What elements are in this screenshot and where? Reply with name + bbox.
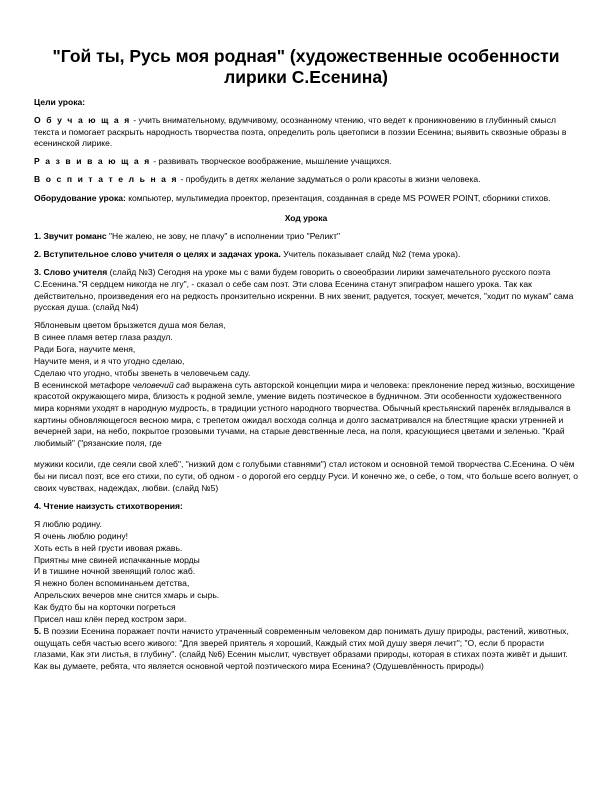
step-5 — [34, 626, 578, 672]
goal-educating — [34, 174, 578, 186]
step-2-text: Учитель показывает слайд №2 (тема урока). — [280, 249, 461, 260]
step-5-text: В поэзии Есенина поражает почти начисто утраченный современным человеком дар понимать душу природы, растений, животных, ощущать себя частью всего живого: "Для зверей приятель я хороший, Каждый стих мой душу зверя лечит"; "О, если б прорасти глазами, Как эти листья, в глубину". (слайд №6) Есенин мыслит, чувствует образами природы, которая в стихах поэта живёт и дышит. Как вы думаете, ребята, что является основной чертой поэтического мира Есенина? (Одушевлённость природы) — [34, 625, 569, 671]
metaphor-italic: человечий сад — [132, 379, 190, 390]
equipment-label: Оборудование урока: — [34, 192, 126, 203]
poem-1-line: Научите меня, и я что угодно сделаю, — [34, 356, 185, 367]
goal-educating-text: - пробудить в детях желание задуматься о роли красоты в жизни человека. — [178, 174, 481, 185]
goal-developing-label: Р а з в и в а ю щ а я — [34, 156, 151, 167]
lesson-heading: Ход урока — [284, 213, 328, 224]
goal-teaching-text: - учить внимательному, вдумчивому, осознанному чтению, что ведет к проникновению в глубинный смысл текста и помогает раскрыть народность творчества поэта, определить роль цветописи в поэзии Есенина; выявить сквозные образы в есенинской лирике. — [34, 115, 567, 149]
step-1 — [34, 231, 578, 243]
goal-developing — [34, 156, 578, 168]
page-title: "Гой ты, Русь моя родная" (художественные особенности лирики С.Есенина) — [52, 46, 560, 87]
step-4 — [34, 501, 578, 513]
poem-1-line: В синее пламя ветер глаза раздул. — [34, 332, 173, 343]
poem-2 — [34, 519, 578, 626]
step-2 — [34, 249, 578, 261]
poem-1-line: Сделаю что угодно, чтобы звенеть в человечьем саду. — [34, 367, 251, 378]
poem-2-line: Я нежно болен вспоминаньем детства, — [34, 578, 190, 589]
step-3 — [34, 267, 578, 313]
poem-2-line: И в тишине ночной звенящий голос жаб. — [34, 566, 196, 577]
poem-1-line: Ради Бога, научите меня, — [34, 344, 136, 355]
step-4-label: 4. Чтение наизусть стихотворения: — [34, 500, 183, 511]
goal-developing-text: - развивать творческое воображение, мышление учащихся. — [150, 156, 392, 167]
poem-2-line: Апрельских вечеров мне снится хмарь и сырь. — [34, 590, 220, 601]
step-3-label: 3. Слово учителя — [34, 267, 108, 278]
equipment-paragraph — [34, 193, 578, 205]
goal-educating-label: В о с п и т а т е л ь н а я — [34, 174, 179, 185]
document-page — [34, 46, 578, 672]
goals-heading: Цели урока: — [34, 97, 86, 107]
poem-2-line: Приятны мне свиней испачканные морды — [34, 554, 200, 565]
metaphor-paragraph: В есенинской метафоре человечий сад выражена суть авторской концепции мира и человека: преклонение перед жизнью, восхищение красотой окружающего мира, близость к родной земле, умение видеть поэтическое в будничном. Эти особенности художественного мира корнями уходят в народную мудрость, в традиции устного народного творчества. Обычный крестьянский паренёк вглядывался в картины обновляющегося весною мира, с трепетом ожидал восхода солнца и долго засматривался на блестящие краски утренней и вечерней зари, на небо, покрытое грозовыми тучами, на старые девственные леса, на поля, красующиеся цветами и зеленью. "Край любимый" ("рязанские поля, где — [34, 379, 575, 448]
step-1-label: 1. Звучит романс — [34, 231, 107, 242]
poem-2-line: Присел наш клён перед костром зари. — [34, 614, 187, 625]
poem-2-line: Хоть есть в ней грусти ивовая ржавь. — [34, 542, 183, 553]
step-1-text: "Не жалею, не зову, не плачу" в исполнении трио "Реликт" — [106, 231, 341, 242]
goal-teaching-label: О б у ч а ю щ а я — [34, 115, 131, 126]
poem-1-line: Яблоневым цветом брызжется душа моя белая, — [34, 320, 226, 331]
step-2-label: 2. Вступительное слово учителя о целях и задачах урока. — [34, 249, 281, 260]
equipment-text: компьютер, мультимедиа проектор, презентация, созданная в среде MS POWER POINT, сборники стихов. — [125, 192, 551, 203]
goal-teaching — [34, 115, 578, 150]
poem-2-line: Как будто бы на корточки погреться — [34, 602, 176, 613]
step-3-text: (слайд №3) Сегодня на уроке мы с вами будем говорить о своеобразии лирики замечательного русского поэта С.Есенина."Я сердцем никогда не лгу", - сказал о себе сам поэт. Эти слова Есенина станут эпиграфом нашего урока. Так как действительно, произведения его на редкость пронзительно искренни. В них звенит, радуется, тоскует, мечется, "ходит по мукам" сама русская душа. (слайд №4) — [34, 267, 574, 313]
poem-2-line: Я люблю родину. — [34, 518, 102, 529]
poem-1 — [34, 320, 578, 380]
peasants-paragraph: мужики косили, где сеяли свой хлеб", "низкий дом с голубыми ставнями") стал истоком и основной темой творчества С.Есенина. О чём бы ни писал поэт, все его стихи, по сути, об одном - о дорогой его сердцу Руси. И конечно же, о себе, о том, что больше всего волнует, о своих чувствах, надеждах, любви. (слайд №5) — [34, 459, 578, 493]
step-5-label: 5. — [34, 625, 42, 636]
poem-2-line: Я очень люблю родину! — [34, 530, 128, 541]
